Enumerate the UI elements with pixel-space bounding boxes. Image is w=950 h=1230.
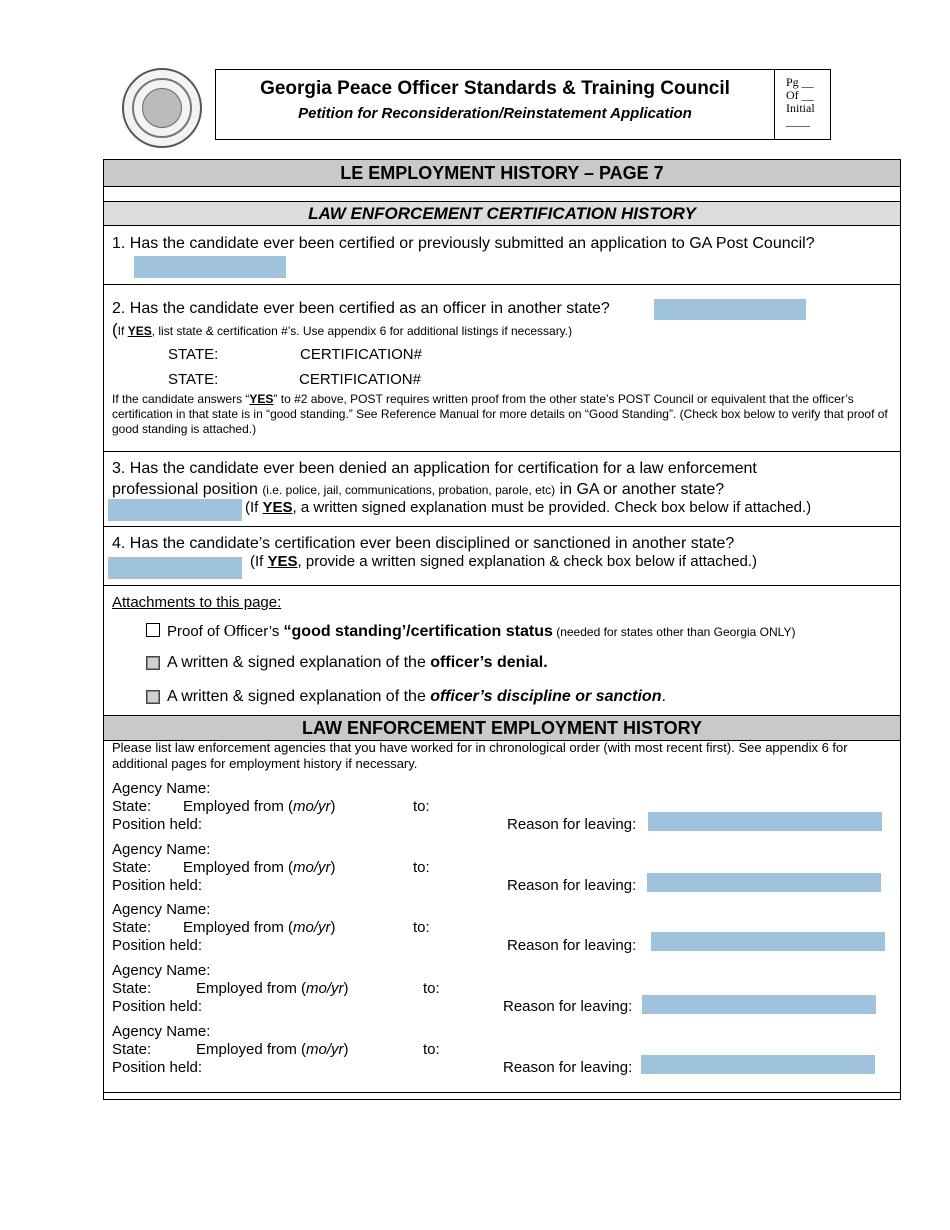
state-label: State: bbox=[112, 859, 152, 876]
state-label: State: bbox=[112, 798, 152, 815]
q2-note-if: If bbox=[117, 324, 128, 338]
page-initial-box bbox=[774, 69, 831, 140]
q3-line2b: (i.e. police, jail, communications, probation, parole, etc) bbox=[262, 483, 556, 497]
a1-o: O bbox=[223, 621, 236, 640]
reason-for-leaving-field[interactable] bbox=[647, 873, 881, 892]
q2-answer-field[interactable] bbox=[654, 299, 806, 320]
q3-note-b: , a written signed explanation must be provided. Check box below if attached.) bbox=[292, 499, 812, 516]
question-3-line-1: 3. Has the candidate ever been denied an application for certification for a law enforcement bbox=[112, 460, 757, 477]
state-label-1: STATE: bbox=[168, 346, 219, 363]
a1-pre: Proof of bbox=[167, 623, 224, 640]
employed-from-b: ) bbox=[330, 798, 336, 815]
agency-name-label: Agency Name: bbox=[112, 1023, 211, 1040]
employed-from-label bbox=[183, 798, 336, 815]
employed-from-a: Employed from ( bbox=[196, 980, 307, 997]
employed-from-b: ) bbox=[330, 859, 336, 876]
certification-label-2: CERTIFICATION# bbox=[299, 371, 421, 388]
employed-from-i: mo/yr bbox=[306, 980, 344, 997]
state-label: State: bbox=[112, 1041, 152, 1058]
section-title-certification-history: LAW ENFORCEMENT CERTIFICATION HISTORY bbox=[104, 201, 900, 226]
question-4: 4. Has the candidate’s certification ever been disciplined or sanctioned in another state? bbox=[112, 535, 735, 552]
q3-line2a: professional position bbox=[112, 481, 263, 498]
position-held-label: Position held: bbox=[112, 1059, 203, 1076]
reason-for-leaving-field[interactable] bbox=[641, 1055, 875, 1074]
page-of-label: Of __ bbox=[786, 88, 814, 102]
a2-bold: officer’s denial. bbox=[430, 654, 548, 671]
certification-label-1: CERTIFICATION# bbox=[300, 346, 422, 363]
employed-from-a: Employed from ( bbox=[183, 919, 294, 936]
position-held-label: Position held: bbox=[112, 816, 203, 833]
q4-note-yes: YES bbox=[267, 553, 298, 570]
employed-to-label: to: bbox=[413, 798, 430, 815]
reason-for-leaving-field[interactable] bbox=[648, 812, 882, 831]
q3-note-a: (If bbox=[245, 499, 263, 516]
section-title-employment-history-page: LE EMPLOYMENT HISTORY – PAGE 7 bbox=[104, 160, 900, 187]
employed-to-label: to: bbox=[413, 919, 430, 936]
employed-from-b: ) bbox=[330, 919, 336, 936]
reason-for-leaving-label: Reason for leaving: bbox=[503, 998, 633, 1015]
divider bbox=[104, 1092, 900, 1093]
a3-bold: officer’s discipline or sanction bbox=[430, 688, 662, 705]
discipline-explanation-checkbox[interactable] bbox=[146, 690, 160, 704]
state-label: State: bbox=[112, 919, 152, 936]
q2-note bbox=[112, 320, 572, 340]
good-standing-paragraph bbox=[112, 392, 892, 437]
position-held-label: Position held: bbox=[112, 998, 203, 1015]
question-3-line-2 bbox=[112, 481, 724, 499]
q4-note bbox=[250, 553, 757, 570]
a1-bold: “good standing’/certification status bbox=[283, 623, 553, 640]
q3-line2c: in GA or another state? bbox=[555, 481, 725, 498]
divider bbox=[104, 284, 900, 285]
q2-note-paren: ( bbox=[112, 320, 118, 339]
denial-explanation-checkbox[interactable] bbox=[146, 656, 160, 670]
employed-from-b: ) bbox=[343, 1041, 349, 1058]
georgia-post-seal-logo bbox=[122, 68, 202, 148]
position-held-label: Position held: bbox=[112, 937, 203, 954]
seal-emblem bbox=[142, 88, 182, 128]
agency-name-label: Agency Name: bbox=[112, 962, 211, 979]
employed-from-label bbox=[183, 919, 336, 936]
attachment-good-standing bbox=[167, 621, 795, 641]
employed-from-i: mo/yr bbox=[293, 798, 331, 815]
employed-from-a: Employed from ( bbox=[196, 1041, 307, 1058]
gs-para-yes: YES bbox=[249, 392, 274, 406]
reason-for-leaving-field[interactable] bbox=[642, 995, 876, 1014]
employed-from-b: ) bbox=[343, 980, 349, 997]
question-2: 2. Has the candidate ever been certified as an officer in another state? bbox=[112, 300, 610, 317]
section-title-employment-history: LAW ENFORCEMENT EMPLOYMENT HISTORY bbox=[104, 715, 900, 741]
attachment-denial bbox=[167, 654, 548, 672]
divider bbox=[104, 585, 900, 586]
reason-for-leaving-label: Reason for leaving: bbox=[507, 877, 637, 894]
q2-note-yes: YES bbox=[127, 324, 152, 338]
employed-from-a: Employed from ( bbox=[183, 859, 294, 876]
employed-from-i: mo/yr bbox=[306, 1041, 344, 1058]
a3-end: . bbox=[661, 688, 666, 705]
employed-from-label bbox=[196, 1041, 349, 1058]
employed-from-i: mo/yr bbox=[293, 919, 331, 936]
q3-note-yes: YES bbox=[262, 499, 293, 516]
reason-for-leaving-field[interactable] bbox=[651, 932, 885, 951]
a2-pre: A written & signed explanation of the bbox=[167, 654, 431, 671]
q4-note-b: , provide a written signed explanation & check box below if attached.) bbox=[297, 553, 757, 570]
gs-para-b: ” to #2 above, POST requires written proof from the other state’s POST Council or equivalent that the officer’s certification in that state is in “good standing.” See Reference Manual for more details on “Good Standing”. (Check box below to verify that proof of good standing is attached.) bbox=[112, 392, 888, 436]
q3-answer-field[interactable] bbox=[108, 499, 242, 521]
employed-to-label: to: bbox=[423, 980, 440, 997]
divider bbox=[104, 451, 900, 452]
agency-name-label: Agency Name: bbox=[112, 780, 211, 797]
a1-mid: fficer’s bbox=[235, 623, 284, 640]
employed-from-label bbox=[183, 859, 336, 876]
application-subtitle: Petition for Reconsideration/Reinstatement Application bbox=[298, 105, 692, 122]
attachment-discipline bbox=[167, 688, 666, 706]
a1-note: (needed for states other than Georgia ONLY) bbox=[552, 625, 796, 639]
employed-from-i: mo/yr bbox=[293, 859, 331, 876]
initial-label: Initial bbox=[786, 101, 815, 115]
q3-note bbox=[245, 499, 811, 516]
page-number-label: Pg __ bbox=[786, 75, 814, 89]
position-held-label: Position held: bbox=[112, 877, 203, 894]
employed-to-label: to: bbox=[413, 859, 430, 876]
employed-from-a: Employed from ( bbox=[183, 798, 294, 815]
q1-answer-field[interactable] bbox=[134, 256, 286, 278]
a3-pre: A written & signed explanation of the bbox=[167, 688, 431, 705]
q2-note-rest: , list state & certification #’s. Use appendix 6 for additional listings if necessary.) bbox=[151, 324, 573, 338]
initial-line: ____ bbox=[786, 114, 810, 128]
good-standing-checkbox[interactable] bbox=[146, 623, 160, 637]
state-label-2: STATE: bbox=[168, 371, 219, 388]
gs-para-a: If the candidate answers “ bbox=[112, 392, 250, 406]
question-1: 1. Has the candidate ever been certified or previously submitted an application to GA Post Council? bbox=[112, 235, 815, 252]
employment-intro: Please list law enforcement agencies that you have worked for in chronological order (with most recent first). See appendix 6 for additional pages for employment history if necessary. bbox=[112, 740, 848, 771]
reason-for-leaving-label: Reason for leaving: bbox=[507, 937, 637, 954]
employed-from-label bbox=[196, 980, 349, 997]
divider bbox=[104, 526, 900, 527]
q4-answer-field[interactable] bbox=[108, 557, 242, 579]
agency-name-label: Agency Name: bbox=[112, 841, 211, 858]
q4-note-a: (If bbox=[250, 553, 268, 570]
state-label: State: bbox=[112, 980, 152, 997]
employed-to-label: to: bbox=[423, 1041, 440, 1058]
attachments-heading: Attachments to this page: bbox=[112, 594, 282, 611]
reason-for-leaving-label: Reason for leaving: bbox=[503, 1059, 633, 1076]
reason-for-leaving-label: Reason for leaving: bbox=[507, 816, 637, 833]
agency-name-label: Agency Name: bbox=[112, 901, 211, 918]
council-title: Georgia Peace Officer Standards & Training Council bbox=[260, 78, 730, 99]
